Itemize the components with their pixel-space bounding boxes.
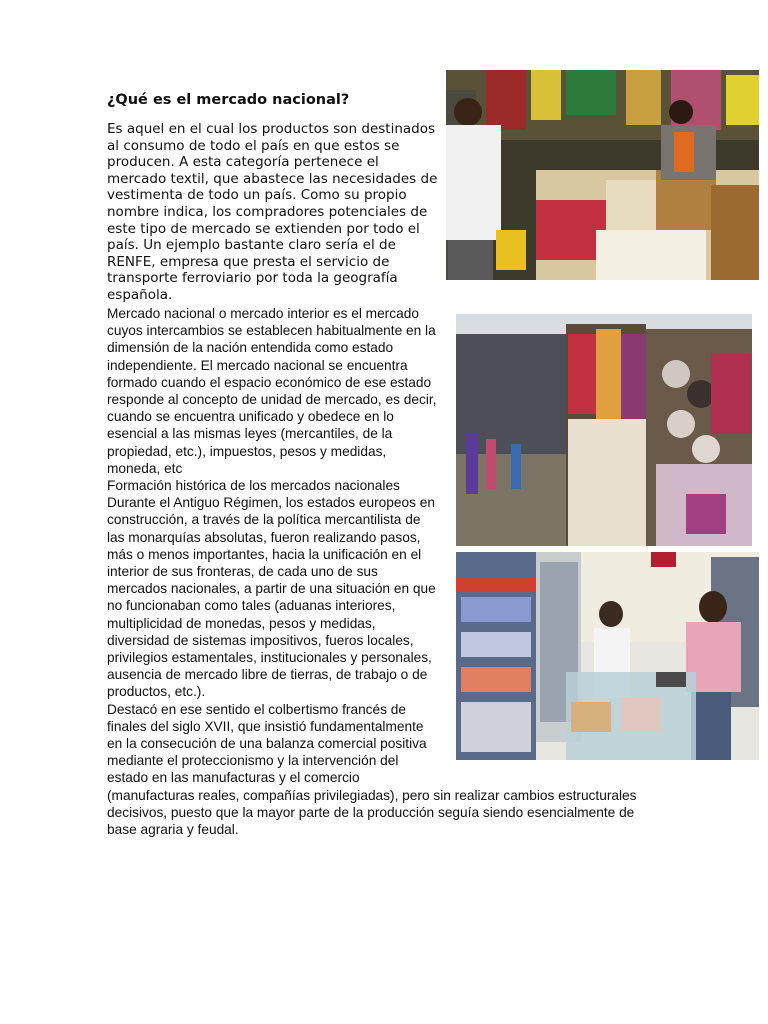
colbertism-paragraph: Destacó en ese sentido el colbertismo francés de finales del siglo XVII, que insistió fundamentalmente en la consecución de una balanza comercial positiva mediante el proteccionismo y la intervención del estado en las manufacturas y el comercio (manufacturas reales, compañías privilegiadas), pero sin realizar cambios estructurales decisivos, puesto que la mayor parte de la producción seguía siendo esencialmente de base agraria y feudal. (107, 701, 637, 838)
history-paragraph: Durante el Antiguo Régimen, los estados europeos en construcción, a través de la política mercantilista de las monarquías absolutas, fueron realizando pasos, más o menos importantes, hacia la unificación en el interior de sus fronteras, de cada uno de sus mercados nacionales, a partir de una situación en que no funcionaban como tales (aduanas interiores, multiplicidad de monedas, pesos y medidas, diversidad de sistemas impositivos, fueros locales, privilegios estamentales, institucionales y personales, ausencia de mercado libre de tierras, de trabajo o de productos, etc.). (107, 495, 436, 700)
intro-paragraph: Es aquel en el cual los productos son destinados al consumo de todo el país en que estos se producen. A esta categoría pertenece el mercado textil, que abastece las necesidades de vestimenta de todo un país. Como su propio nombre indica, los compradores potenciales de este tipo de mercado se extienden por todo el país. Un ejemplo bastante claro sería el de RENFE, empresa que presta el servicio de transporte ferroviario por toda la geografía española. (107, 121, 438, 303)
market-stall-photo (446, 70, 759, 280)
definition-paragraph: Mercado nacional o mercado interior es el mercado cuyos intercambios se establecen habitualmente en la dimensión de la nación entendida como estado independiente. El mercado nacional se encuentra formado cuando el espacio económico de ese estado responde al concepto de unidad de mercado, es decir, cuando se encuentra unificado y obedece en lo esencial a las mismas leyes (mercantiles, de la propiedad, etc.), impuestos, pesos y medidas, moneda, etc (107, 306, 437, 476)
crafts-market-photo (456, 314, 752, 546)
page-heading: ¿Qué es el mercado nacional? (107, 92, 350, 108)
pharmacy-photo (456, 552, 759, 760)
section-subheading: Formación histórica de los mercados nacionales (107, 478, 400, 494)
